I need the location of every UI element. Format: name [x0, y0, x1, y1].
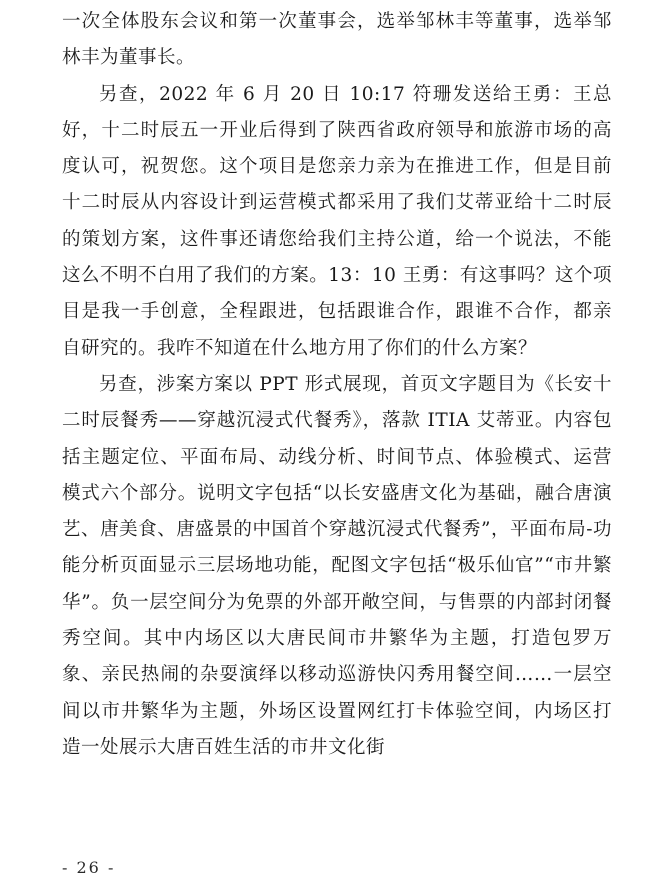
page-number: - 26 - [62, 858, 116, 877]
paragraph-ppt-description: 另查，涉案方案以 PPT 形式展现，首页文字题目为《长安十二时辰餐秀——穿越沉浸式代餐秀》，落款 ITIA 艾蒂亚。内容包括主题定位、平面布局、动线分析、时间节点、体验模式、运营模式六个部分。说明文字包括“以长安盛唐文化为基础，融合唐演艺、唐美食、唐盛景的中国首个穿越沉浸式代餐秀”，平面布局-功能分析页面显示三层场地功能，配图文字包括“极乐仙官”“市井繁华”。负一层空间分为免票的外部开敞空间，与售票的内部封闭餐秀空间。其中内场区以大唐民间市井繁华为主题，打造包罗万象、亲民热闹的杂耍演绎以移动巡游快闪秀用餐空间……一层空间以市井繁华为主题，外场区设置网红打卡体验空间，内场区打造一处展示大唐百姓生活的市井文化街 [62, 373, 612, 758]
paragraph-message-record: 另查，2022 年 6 月 20 日 10:17 符珊发送给王勇：王总好，十二时辰五一开业后得到了陕西省政府领导和旅游市场的高度认可，祝贺您。这个项目是您亲力亲为在推进工作，但是目前十二时辰从内容设计到运营模式都采用了我们艾蒂亚给十二时辰的策划方案，这件事还请您给我们主持公道，给一个说法，不能这么不明不白用了我们的方案。13：10 王勇：有这事吗？这个项目是我一手创意，全程跟进，包括跟谁合作，跟谁不合作，都亲自研究的。我咋不知道在什么地方用了你们的什么方案？ [62, 83, 612, 359]
document-body [62, 4, 612, 766]
paragraph-continuation: 一次全体股东会议和第一次董事会，选举邹林丰等董事，选举邹林丰为董事长。 [62, 11, 612, 69]
